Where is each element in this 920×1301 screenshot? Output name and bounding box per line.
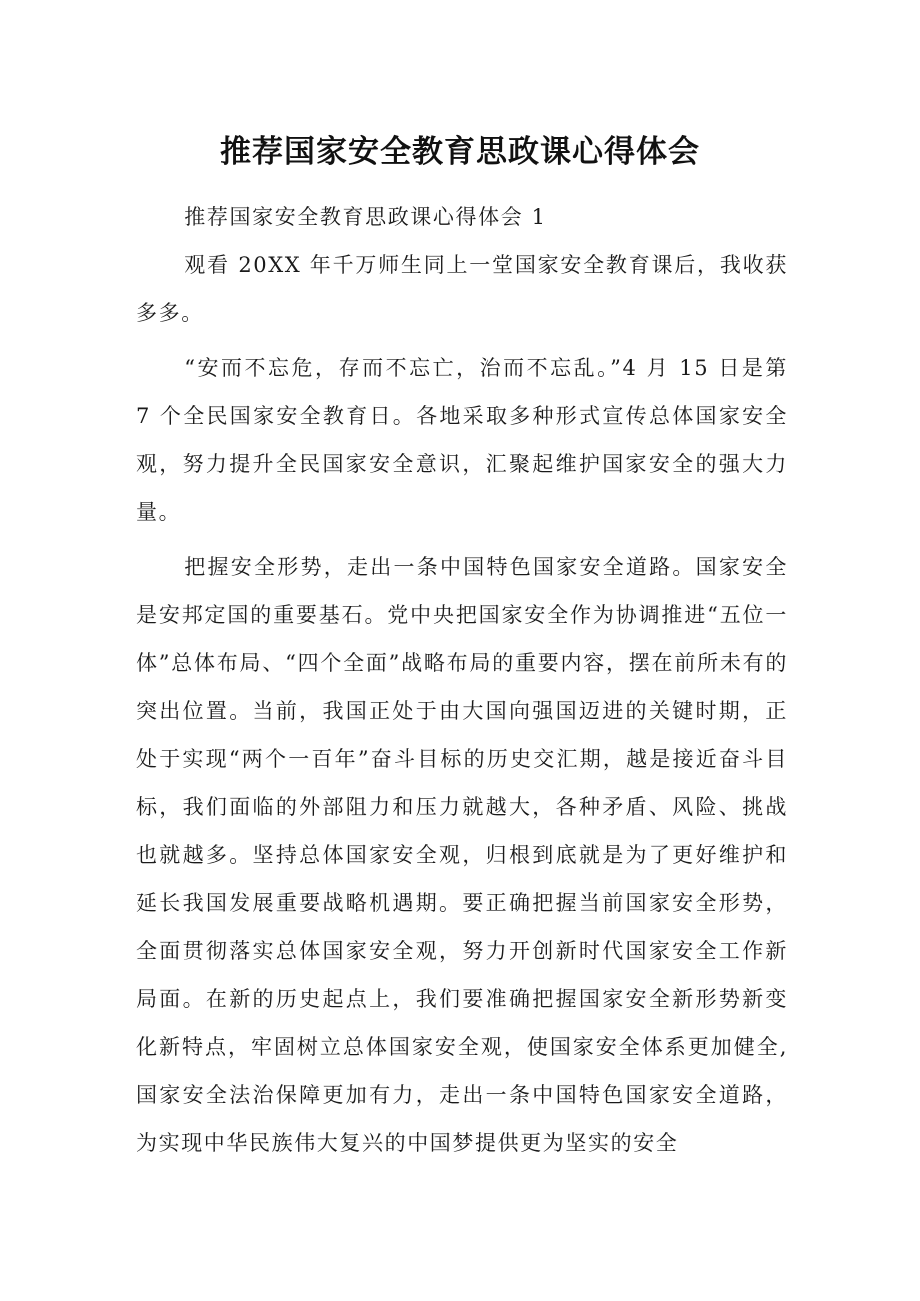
section-heading: 推荐国家安全教育思政课心得体会 1	[184, 205, 547, 229]
paragraph-intro: 观看 20XX 年千万师生同上一堂国家安全教育课后，我收获多多。	[136, 253, 788, 325]
document-title: 推荐国家安全教育思政课心得体会	[220, 134, 700, 170]
document-body	[136, 193, 788, 1174]
paragraph-quote: “安而不忘危，存而不忘亡，治而不忘乱。”4 月 15 日是第 7 个全民国家安全教育日。各地采取多种形式宣传总体国家安全观，努力提升全民国家安全意识，汇聚起维护国家安全的强大力量。	[136, 356, 788, 524]
paragraph-security-situation: 把握安全形势，走出一条中国特色国家安全道路。国家安全是安邦定国的重要基石。党中央把国家安全作为协调推进“五位一体”总体布局、“四个全面”战略布局的重要内容，摆在前所未有的突出位置。当前，我国正处于由大国向强国迈进的关键时期，正处于实现“两个一百年”奋斗目标的历史交汇期，越是接近奋斗目标，我们面临的外部阻力和压力就越大，各种矛盾、风险、挑战也就越多。坚持总体国家安全观，归根到底就是为了更好维护和延长我国发展重要战略机遇期。要正确把握当前国家安全形势，全面贯彻落实总体国家安全观，努力开创新时代国家安全工作新局面。在新的历史起点上，我们要准确把握国家安全新形势新变化新特点，牢固树立总体国家安全观，使国家安全体系更加健全,国家安全法治保障更加有力，走出一条中国特色国家安全道路，为实现中华民族伟大复兴的中国梦提供更为坚实的安全	[136, 555, 788, 1155]
